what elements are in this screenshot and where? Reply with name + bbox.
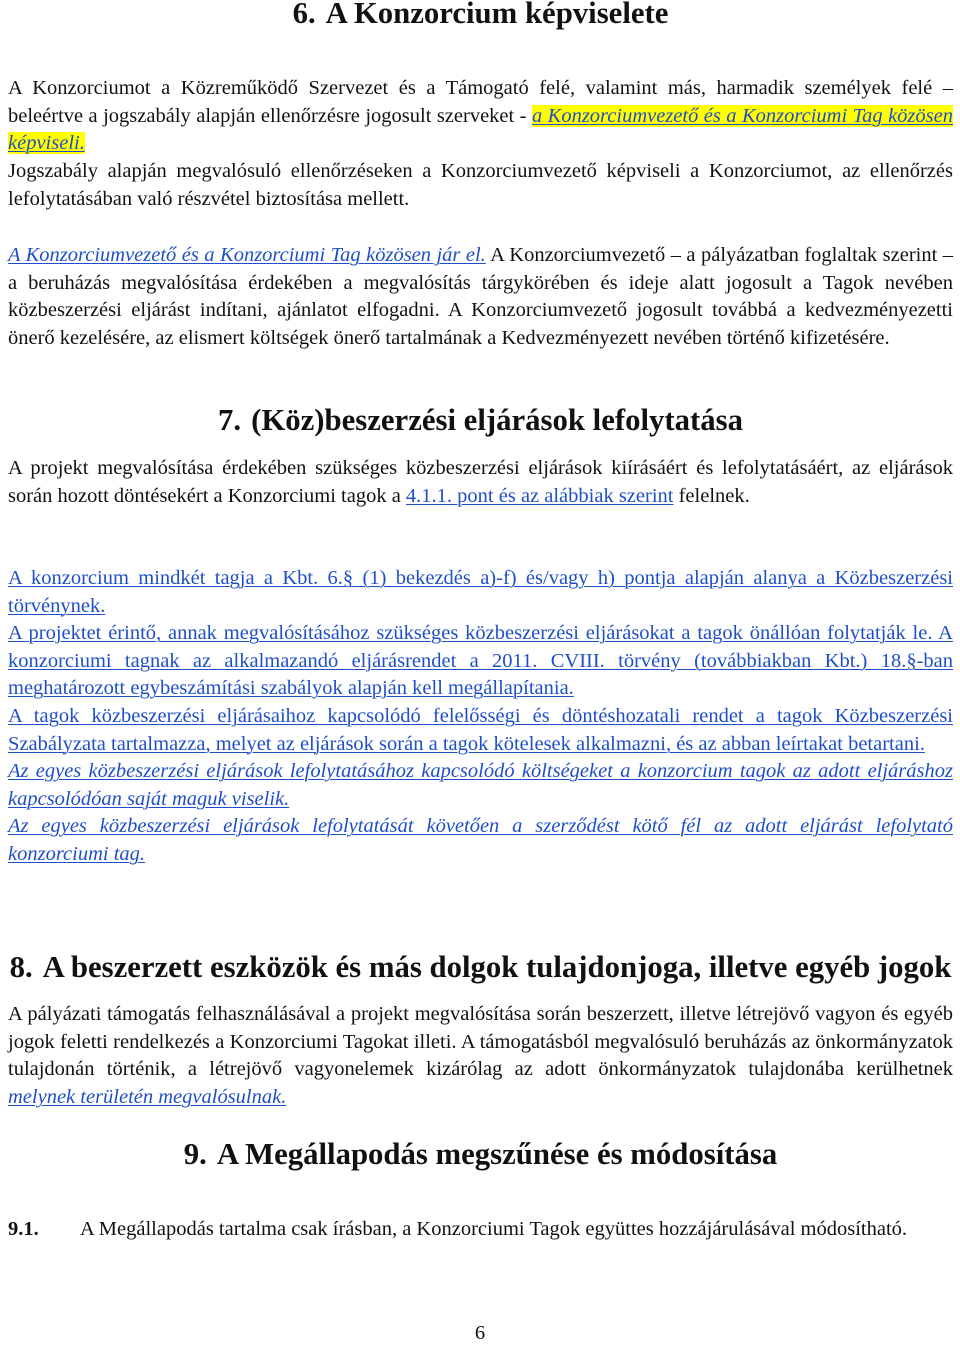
section-6-paragraph-3 xyxy=(8,242,953,352)
section-7-inserted-block xyxy=(8,565,953,869)
paragraph-text: A Konzorciumot a Közreműködő Szervezet és a Támogató felé, valamint más, harmadik személyek felé – beleértve a jogszabály alapján ellenőrzésre jogosult szerveket - xyxy=(8,77,953,127)
inserted-paragraph-2: A projektet érintő, annak megvalósításához szükséges közbeszerzési eljárásokat a tagok önállóan folytatják le. A konzorciumi tagnak az alkalmazandó eljárásrendet a 2011. CVIII. törvény (továbbiakban Kbt.) 18.§-ban meghatározott egybeszámítási szabályok alapján kell megállapítania. xyxy=(8,622,953,700)
section-8-title: A beszerzett eszközök és más dolgok tulajdonjoga, illetve egyéb jogok xyxy=(42,950,952,984)
section-8-heading xyxy=(8,950,953,984)
section-7-number: 7. xyxy=(218,403,242,437)
inserted-text: A Konzorciumvezető és a Konzorciumi Tag közösen jár el. xyxy=(8,244,486,266)
paragraph-text: A Konzorciumvezető – a pályázatban foglaltak szerint – a beruházás megvalósítása érdekében a megvalósítás tárgykörében és ideje alatt jogosult a Tagok nevében közbeszerzési eljárást indítani, ajánlatot elfogadni. A Konzorciumvezető jogosult továbbá a kedvezményezetti önerő kezelésére, az elismert költségek önerő tartalmának a Kedvezményezett nevében történő kifizetésére. xyxy=(8,244,953,349)
section-7-title: (Köz)beszerzési eljárások lefolytatása xyxy=(251,403,743,437)
inserted-paragraph-4: Az egyes közbeszerzési eljárások lefolytatásához kapcsolódó költségeket a konzorcium tagok az adott eljáráshoz kapcsolódóan saját maguk viselik. xyxy=(8,760,953,810)
section-9-title: A Megállapodás megszűnése és módosítása xyxy=(216,1137,778,1171)
page-number: 6 xyxy=(474,1322,486,1344)
inserted-text: a Konzorciumvezető és a Konzorciumi Tag közösen képviseli. xyxy=(8,104,953,155)
inserted-paragraph-1: A konzorcium mindkét tagja a Kbt. 6.§ (1) bekezdés a)-f) és/vagy h) pontja alapján alanya a Közbeszerzési törvénynek. xyxy=(8,567,953,617)
section-9-heading xyxy=(8,1137,953,1171)
section-8-paragraph-1 xyxy=(8,1001,953,1111)
section-8-number: 8. xyxy=(9,950,33,984)
section-7-paragraph-1 xyxy=(8,455,953,510)
section-6-heading xyxy=(8,0,953,28)
paragraph-text: A pályázati támogatás felhasználásával a projekt megvalósítása során beszerzett, illetve létrejövő vagyon és egyéb jogok feletti rendelkezés a Konzorciumi Tagokat illeti. A támogatásból megvalósuló beruházás az önkormányzatok tulajdonán történik, a létrejövő vagyonelemek kizárólag az adott önkormányzatok tulajdonába kerülhetnek xyxy=(8,1003,953,1081)
paragraph-text: A Megállapodás tartalma csak írásban, a Konzorciumi Tagok együttes hozzájárulásával módosítható. xyxy=(80,1218,908,1240)
inserted-paragraph-5: Az egyes közbeszerzési eljárások lefolytatását követően a szerződést kötő fél az adott eljárást lefolytató konzorciumi tag. xyxy=(8,815,953,865)
section-6-paragraph-2: Jogszabály alapján megvalósuló ellenőrzéseken a Konzorciumvezető képviseli a Konzorciumot, az ellenőrzés lefolytatásában való részvétel biztosítása mellett. xyxy=(8,160,953,210)
inserted-text: 4.1.1. pont és az alábbiak szerint xyxy=(405,484,674,507)
paragraph-text: A projekt megvalósítása érdekében szükséges közbeszerzési eljárások kiírásáért és lefolytatásáért, az eljárások során hozott döntésekért a Konzorciumi tagok a xyxy=(8,457,953,507)
section-9-1-paragraph xyxy=(8,1216,953,1244)
section-7-heading xyxy=(8,403,953,437)
section-9-number: 9. xyxy=(183,1137,207,1171)
paragraph-text: felelnek. xyxy=(673,484,750,507)
subsection-number: 9.1. xyxy=(8,1218,39,1240)
inserted-text: melynek területén megvalósulnak. xyxy=(8,1085,287,1108)
section-6-title: A Konzorcium képviselete xyxy=(325,0,669,30)
section-6-number: 6. xyxy=(292,0,316,30)
inserted-paragraph-3: A tagok közbeszerzési eljárásaihoz kapcsolódó felelősségi és döntéshozatali rendet a tagok Közbeszerzési Szabályzata tartalmazza, melyet az eljárások során a tagok kötelesek alkalmazni, és az abban leírtakat betartani. xyxy=(8,704,953,755)
section-6-paragraph-1 xyxy=(8,75,953,158)
